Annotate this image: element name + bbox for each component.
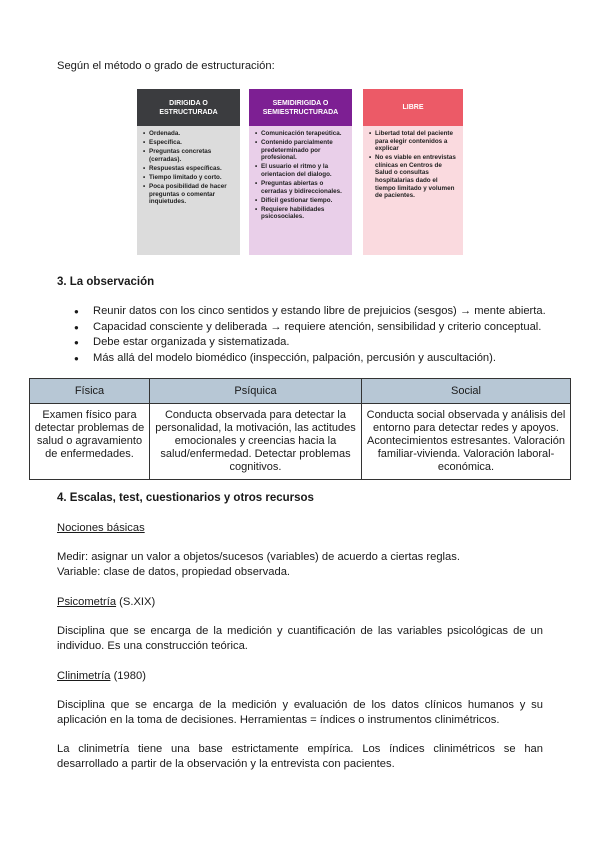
column-title: LIBRE [363,89,463,126]
table-cell: Examen físico para detectar problemas de salud o agravamiento de enfermedades. [30,404,150,480]
subheading-nociones [57,521,145,536]
list-item: • Ordenada. [149,130,236,138]
list-item: • Poca posibilidad de hacer preguntas o comentar inquietudes. [149,183,236,206]
list-item: ● Capacidad consciente y deliberada → requiere atención, sensibilidad y criterio conceptual. [74,320,574,336]
interview-types-diagram [137,89,463,255]
table-row [30,404,571,480]
section-heading-observacion: 3. La observación [57,276,155,288]
list-item: • Comunicación terapeútica. [261,130,348,138]
table-cell: Conducta social observada y análisis del entorno para detectar redes y apoyos. Acontecimientos estresantes. Valoración familiar-vivienda. Valoración laboral-económica. [362,404,571,480]
psicometria-paragraph: Disciplina que se encarga de la medición y cuantificación de las variables psicológicas de un individuo. Es una construcción teórica. [57,625,543,652]
table-header: Física [30,379,150,404]
column-title: SEMIDIRIGIDA O SEMIESTRUCTURADA [249,89,352,126]
table-header: Social [362,379,571,404]
list-item: • Específica. [149,139,236,147]
observation-bullet-list [74,304,574,366]
section-heading-escalas: 4. Escalas, test, cuestionarios y otros recursos [57,492,314,504]
table-header: Psíquica [150,379,362,404]
intro-text: Según el método o grado de estructuración: [57,60,275,72]
subheading-clinimetria [57,669,146,684]
list-item: • El usuario el ritmo y la orientacion del dialogo. [261,163,348,178]
medir-text: Medir: asignar un valor a objetos/sucesos (variables) de acuerdo a ciertas reglas. [57,551,460,563]
psicometria-date: (S.XIX) [116,596,156,608]
list-item: • Preguntas concretas (cerradas). [149,148,236,163]
list-item: • Preguntas abiertas o cerradas y bidireccionales. [261,180,348,195]
observation-table [29,378,571,480]
diagram-column-libre [363,89,463,255]
table-cell: Conducta observada para detectar la personalidad, la motivación, las actitudes emocionales y creencias hacia la salud/enfermedad. Detectar problemas cognitivos. [150,404,362,480]
diagram-column-dirigida [137,89,240,255]
diagram-column-semidirigida [249,89,352,255]
list-item: • No es viable en entrevistas clínicas en Centros de Salud o consultas hospitalarias dado el tiempo limitado y volumen de pacientes. [375,154,459,200]
clinimetria-date: (1980) [110,670,146,682]
list-item: ● Debe estar organizada y sistematizada. [74,335,574,351]
clinimetria-paragraph-2: La clinimetría tiene una base estrictamente empírica. Los índices clinimétricos se han desarrollado a partir de la observación y la entrevista con pacientes. [57,743,543,770]
list-item: ● Más allá del modelo biomédico (inspección, palpación, percusión y auscultación). [74,351,574,367]
list-item: • Requiere habilidades psicosociales. [261,206,348,221]
subheading-psicometria [57,595,155,610]
list-item: • Respuestas específicas. [149,165,236,173]
list-item: • Difícil gestionar tiempo. [261,197,348,205]
list-item: • Tiempo limitado y corto. [149,174,236,182]
list-item: • Libertad total del paciente para elegir contenidos a explicar [375,130,459,153]
clinimetria-paragraph: Disciplina que se encarga de la medición y evaluación de los datos clínicos humanos y su aplicación en la toma de decisiones. Herramientas = índices o instrumentos clinimétricos. [57,699,543,726]
nociones-label: Nociones básicas [57,522,145,534]
psicometria-label: Psicometría [57,596,117,608]
list-item: • Contenido parcialmente predeterminado por profesional. [261,139,348,162]
list-item: ● Reunir datos con los cinco sentidos y estando libre de prejuicios (sesgos) → mente abierta. [74,304,574,320]
table-header-row [30,379,571,404]
column-title: DIRIGIDA O ESTRUCTURADA [137,89,240,126]
clinimetria-label: Clinimetría [57,670,111,682]
variable-text: Variable: clase de datos, propiedad observada. [57,566,291,578]
